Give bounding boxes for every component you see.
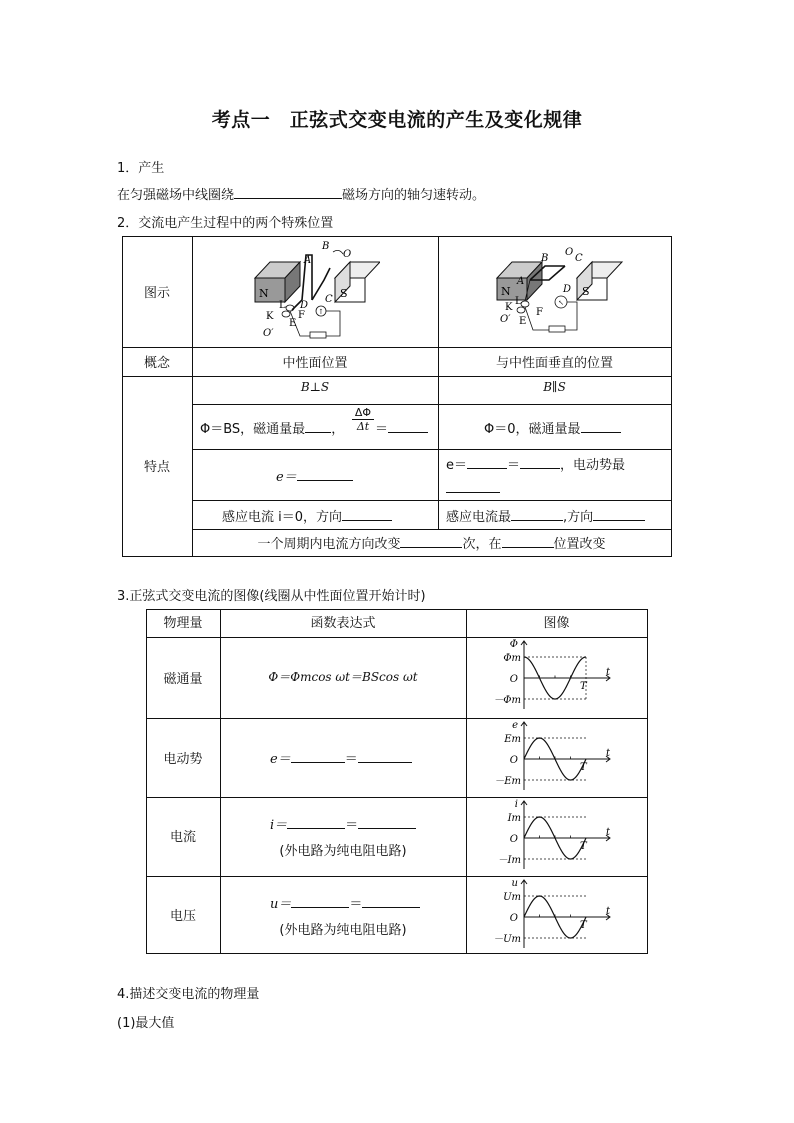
s4-sub1: (1)最大值 bbox=[117, 1016, 175, 1031]
flux-left bbox=[200, 418, 344, 437]
time-label: t bbox=[606, 667, 611, 678]
min-label: －Im bbox=[497, 855, 521, 866]
label-B: B bbox=[322, 241, 330, 252]
ammeter-symbol: ↑ bbox=[318, 308, 324, 316]
label-O: O bbox=[343, 249, 352, 260]
flux-right-text: Φ＝0，磁通量最 bbox=[484, 422, 581, 437]
blank[interactable] bbox=[358, 816, 416, 829]
label-N: N bbox=[501, 285, 511, 298]
max-label: Φm bbox=[503, 653, 521, 664]
label-E: E bbox=[289, 318, 297, 329]
concept-right: 与中性面垂直的位置 bbox=[495, 356, 613, 371]
graph-emf bbox=[490, 718, 640, 796]
emf-right-text-c: ，电动势最 bbox=[560, 458, 626, 473]
max-label: Em bbox=[504, 734, 521, 745]
label-D: D bbox=[300, 300, 309, 311]
emf-right-text-b: ＝ bbox=[507, 458, 521, 473]
expr-eq: ＝ bbox=[345, 818, 359, 833]
s3-header-quantity: 物理量 bbox=[163, 616, 203, 631]
s2-heading: 2．交流电产生过程中的两个特殊位置 bbox=[117, 216, 334, 231]
blank[interactable] bbox=[362, 895, 420, 908]
blank[interactable] bbox=[291, 750, 345, 763]
label-O-prime: O′ bbox=[263, 328, 274, 339]
ratio-eq bbox=[375, 418, 428, 437]
flux-right bbox=[484, 418, 621, 437]
generator-figure-neutral bbox=[240, 240, 380, 340]
row-label-feature: 特点 bbox=[143, 460, 170, 475]
graph-flux bbox=[490, 637, 640, 715]
ratio-numerator: ΔΦ bbox=[352, 406, 374, 420]
expr-lhs: i＝ bbox=[270, 818, 288, 833]
current-left bbox=[222, 506, 392, 525]
origin-label: O bbox=[509, 913, 518, 924]
relation-right: B∥S bbox=[543, 380, 566, 394]
s3-heading: 3.正弦式交变电流的图像(线圈从中性面位置开始计时) bbox=[117, 589, 426, 604]
blank[interactable] bbox=[511, 508, 563, 521]
min-label: －Φm bbox=[493, 695, 521, 706]
origin-label: O bbox=[509, 834, 518, 845]
time-label: t bbox=[606, 748, 611, 759]
graph-current bbox=[490, 797, 640, 875]
expr-eq: ＝ bbox=[349, 897, 363, 912]
blank[interactable] bbox=[520, 456, 560, 469]
s3-row-name: 磁通量 bbox=[163, 672, 203, 687]
expr-lhs: u＝ bbox=[270, 897, 292, 912]
s4-heading: 4.描述交变电流的物理量 bbox=[117, 987, 260, 1002]
s1-heading: 1．产生 bbox=[117, 161, 165, 176]
label-K: K bbox=[505, 302, 513, 313]
period-label: T bbox=[580, 920, 587, 931]
label-A: A bbox=[517, 276, 525, 287]
blank[interactable] bbox=[581, 420, 621, 433]
emf-right bbox=[446, 454, 625, 473]
blank[interactable] bbox=[358, 750, 412, 763]
s3-header-graph: 图像 bbox=[543, 616, 570, 631]
row-label-concept: 概念 bbox=[143, 356, 170, 371]
blank[interactable] bbox=[287, 816, 345, 829]
label-O-prime: O′ bbox=[500, 314, 511, 325]
s3-row-name: 电流 bbox=[169, 830, 196, 845]
period-text-b: 次，在 bbox=[462, 537, 502, 552]
label-F: F bbox=[536, 307, 543, 318]
blank[interactable] bbox=[291, 895, 349, 908]
axis-label: u bbox=[511, 878, 518, 889]
time-label: t bbox=[606, 827, 611, 838]
min-label: －Um bbox=[493, 934, 521, 945]
s3-row-expression: Φ＝Φmcos ωt＝BScos ωt bbox=[268, 670, 418, 684]
s3-header-expression: 函数表达式 bbox=[310, 616, 376, 631]
label-A: A bbox=[304, 255, 312, 266]
blank[interactable] bbox=[297, 468, 353, 481]
blank[interactable] bbox=[400, 535, 462, 548]
origin-label: O bbox=[509, 674, 518, 685]
label-S: S bbox=[340, 287, 348, 300]
emf-left-text: e＝ bbox=[276, 470, 297, 485]
label-F: F bbox=[298, 310, 305, 321]
axis-label: Φ bbox=[509, 639, 518, 650]
relation-left: B⊥S bbox=[300, 380, 330, 394]
current-left-text: 感应电流 i＝0，方向 bbox=[222, 510, 343, 525]
blank[interactable] bbox=[388, 420, 428, 433]
label-K: K bbox=[266, 311, 274, 322]
period-label: T bbox=[580, 841, 587, 852]
s3-row-expression bbox=[270, 748, 412, 767]
expr-eq: ＝ bbox=[344, 752, 358, 767]
blank[interactable] bbox=[342, 508, 392, 521]
s3-row-expression bbox=[270, 893, 420, 912]
ammeter-symbol: ↖ bbox=[558, 299, 564, 307]
flux-left-text: Φ＝BS，磁通量最 bbox=[200, 422, 306, 437]
label-N: N bbox=[259, 287, 269, 300]
blank[interactable] bbox=[502, 535, 554, 548]
current-right-text-a: 感应电流最 bbox=[446, 510, 512, 525]
ratio-fraction bbox=[352, 406, 374, 433]
current-right-text-b: ,方向 bbox=[563, 510, 594, 525]
graph-voltage bbox=[490, 876, 640, 954]
min-label: －Em bbox=[494, 776, 521, 787]
emf-right-text-a: e＝ bbox=[446, 458, 467, 473]
time-label: t bbox=[606, 906, 611, 917]
s3-row-note: (外电路为纯电阻电路) bbox=[279, 923, 407, 938]
period-row bbox=[192, 533, 671, 552]
s3-row-expression bbox=[270, 814, 416, 833]
generator-figure-perpendicular bbox=[485, 240, 625, 340]
blank[interactable] bbox=[446, 480, 500, 493]
emf-right-line2 bbox=[446, 480, 500, 497]
axis-label: e bbox=[512, 720, 518, 731]
origin-label: O bbox=[509, 755, 518, 766]
page-title: 考点一 正弦式交变电流的产生及变化规律 bbox=[211, 109, 583, 131]
concept-left: 中性面位置 bbox=[282, 356, 348, 371]
s3-row-name: 电压 bbox=[169, 909, 196, 924]
period-label: T bbox=[580, 681, 587, 692]
period-text-a: 一个周期内电流方向改变 bbox=[257, 537, 401, 552]
s3-row-name: 电动势 bbox=[163, 752, 203, 767]
label-C: C bbox=[325, 294, 333, 305]
label-D: D bbox=[563, 284, 572, 295]
max-label: Im bbox=[507, 813, 521, 824]
expr-lhs: e＝ bbox=[270, 752, 291, 767]
period-text-c: 位置改变 bbox=[553, 537, 606, 552]
s1-text-a: 在匀强磁场中线圈绕 bbox=[117, 188, 235, 203]
label-B: B bbox=[541, 253, 549, 264]
max-label: Um bbox=[503, 892, 521, 903]
s1-text-b: 磁场方向的轴匀速转动。 bbox=[342, 188, 486, 203]
label-S: S bbox=[582, 285, 590, 298]
current-right bbox=[446, 506, 645, 525]
blank[interactable] bbox=[593, 508, 645, 521]
label-E: E bbox=[519, 316, 527, 327]
label-C: C bbox=[575, 253, 583, 264]
row-label-figure: 图示 bbox=[143, 286, 170, 301]
flux-left-sep: ， bbox=[331, 422, 345, 437]
period-label: T bbox=[580, 762, 587, 773]
ratio-eq-sign: ＝ bbox=[375, 422, 389, 437]
label-L: L bbox=[515, 296, 522, 307]
s3-row-note: (外电路为纯电阻电路) bbox=[279, 844, 407, 859]
label-O: O bbox=[565, 247, 574, 258]
emf-left bbox=[276, 466, 353, 485]
blank[interactable] bbox=[467, 456, 507, 469]
label-L: L bbox=[279, 300, 286, 311]
axis-label: i bbox=[514, 799, 518, 810]
blank[interactable] bbox=[305, 420, 331, 433]
ratio-denominator: Δt bbox=[356, 420, 370, 433]
